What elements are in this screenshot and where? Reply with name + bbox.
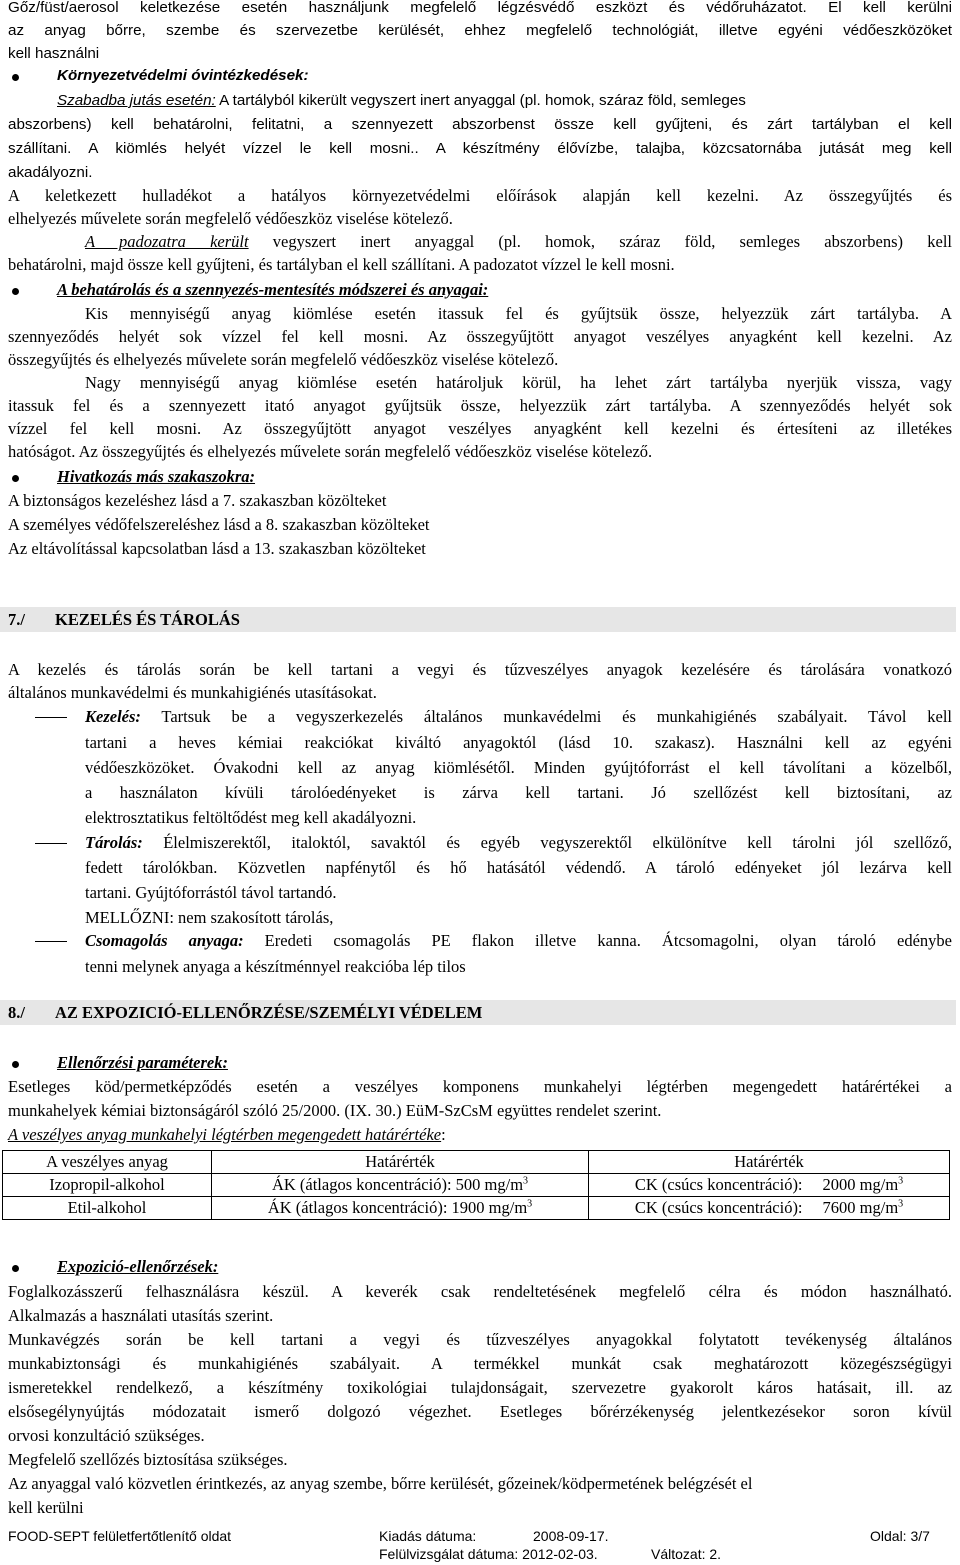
text-line: A biztonságos kezeléshez lásd a 7. szakaszban közölteket (8, 491, 387, 510)
control-parameters-heading: Ellenőrzési paraméterek: (57, 1053, 228, 1072)
cell-text: 7600 mg/m (822, 1198, 899, 1217)
text-line (85, 833, 952, 853)
inline-label: Szabadba jutás esetén: (57, 92, 216, 109)
caption-colon: : (441, 1125, 446, 1144)
text-line: A személyes védőfelszereléshez lásd a 8. szakaszban közölteket (8, 515, 430, 534)
table-caption (8, 1125, 446, 1145)
text-line: A keletkezett hulladékot a hatályos környezetvédelmi előírások alapján kell kezelni. Az összegyűjtés és (8, 186, 952, 205)
text-line: Gőz/füst/aerosol keletkezése esetén használjunk megfelelő légzésvédő eszközt és védőruházatot. El kell kerülni (8, 0, 952, 16)
text-line: hatóságot. Az összegyűjtés és elhelyezés művelete során megfelelő védőeszköz viselése kötelező. (8, 442, 653, 461)
containment-heading: A behatárolás és a szennyezés-mentesítés módszerei és anyagai: (57, 280, 489, 299)
dash-icon (35, 941, 67, 942)
table-header: A veszélyes anyag (3, 1151, 212, 1174)
text-line: elhelyezés művelete során megfelelő védőeszköz viselése kötelező. (8, 209, 453, 228)
section-title: AZ EXPOZICIÓ-ELLENŐRZÉSE/SZEMÉLYI VÉDELEM (55, 1003, 483, 1022)
text-line: fedett tárolókban. Közvetlen napfénytől és hő hatásától védendő. A tároló edényeket jól lezárva kell (85, 858, 952, 877)
table-cell (589, 1197, 950, 1220)
text-line: ismeretekkel rendelkező, a készítmény toxikológiai tulajdonságait, szervezetre gyakorolt káros hatásait, ill. az (8, 1378, 952, 1397)
text-line (57, 91, 746, 111)
table-header-row (3, 1151, 950, 1174)
text-line: Megfelelő szellőzés biztosítása szükséges. (8, 1450, 288, 1469)
references-heading: Hivatkozás más szakaszokra: (57, 467, 256, 486)
table-cell: Izopropil-alkohol (3, 1174, 212, 1197)
exposure-controls-heading: Expozició-ellenőrzések: (57, 1257, 219, 1276)
cell-text: ÁK (átlagos koncentráció): 500 mg/m (271, 1175, 524, 1194)
text-line: védőeszközöket. Óvakodni kell az anyag kiömlésétől. Minden gyújtóforrást el kell távolítani a közelből, (85, 758, 952, 777)
table-row (3, 1174, 950, 1197)
footer-version: Változat: 2. (651, 1546, 722, 1562)
text-line: az anyag bőrre, szembe és szervezetbe kerülését, ehhez megfelelő technológiát, illetve egyéni védőeszközöket (8, 22, 952, 39)
footer-product: FOOD-SEPT felületfertőtlenítő oldat (8, 1528, 232, 1544)
section-title: KEZELÉS ÉS TÁROLÁS (55, 610, 240, 629)
cell-text: ÁK (átlagos koncentráció): 1900 mg/m (267, 1198, 528, 1217)
text-line: Az anyaggal való közvetlen érintkezés, az anyag szembe, bőrre kerülését, gőzeinek/ködpermetének belégzését el (8, 1474, 753, 1493)
cell-text: CK (csúcs koncentráció): (634, 1175, 803, 1194)
text-line: tartani. Gyújtóforrástól távol tartandó. (85, 883, 337, 902)
text-line: MELLŐZNI: nem szakosított tárolás, (85, 908, 334, 927)
text-line: akadályozni. (8, 164, 93, 181)
text-line: tartani a heves kémiai reakciókat kiváltó anyagoktól (lásd 10. szakasz). Használni kell az egyéni (85, 733, 952, 752)
inline-text: Tartsuk be a vegyszerkezelés általános munkavédelmi és munkahigiénés szabályait. Távol kell (140, 707, 952, 726)
env-precautions-heading: Környezetvédelmi óvintézkedések: (57, 67, 309, 84)
text-line: szennyeződés helyét sok vízzel fel kell mosni. Az összegyűjtött anyagot veszélyes anyagként kell kezelni. Az (8, 327, 952, 346)
table-header: Határérték (212, 1151, 589, 1174)
bullet-icon (12, 475, 19, 482)
footer-issue-date: 2008-09-17. (533, 1528, 609, 1544)
dash-icon (35, 717, 67, 718)
text-line: Alkalmazás a használati utasítás szerint. (8, 1306, 274, 1325)
inline-text: A tartályból kikerült vegyszert inert anyaggal (pl. homok, száraz föld, semleges (215, 92, 746, 109)
dash-icon (35, 843, 67, 844)
text-line: orvosi konzultáció szükséges. (8, 1426, 205, 1445)
inline-label: A padozatra került (85, 232, 249, 251)
text-line: behatárolni, majd össze kell gyűjteni, és tartályban el kell szállítani. A padozatot vízzel le kell mosni. (8, 255, 675, 274)
text-line: kell kerülni (8, 1498, 84, 1517)
unit-exponent: 3 (898, 1198, 904, 1210)
text-line: abszorbens) kell behatárolni, felitatni, a szennyezett abszorbenst össze kell gyűjteni, és zárt tartályban el kell (8, 116, 952, 133)
inline-label: Kezelés: (85, 707, 141, 726)
text-line: kell használni (8, 45, 100, 62)
text-line: itassuk fel és a szennyezett itató anyagot gyűjtsük össze, helyezzük zárt tartályba. A szennyeződés helyét sok (8, 396, 952, 415)
section-number: 7./ (8, 610, 25, 629)
text-line: Az eltávolítással kapcsolatban lásd a 13. szakaszban közölteket (8, 539, 426, 558)
cell-text: CK (csúcs koncentráció): (634, 1198, 803, 1217)
bullet-icon (12, 1061, 19, 1068)
table-row (3, 1197, 950, 1220)
cell-text: 2000 mg/m (822, 1175, 899, 1194)
text-line (85, 232, 952, 252)
text-line: összegyűjtés és elhelyezés művelete során megfelelő védőeszköz viselése kötelező. (8, 350, 559, 369)
footer-page-number: Oldal: 3/7 (870, 1528, 930, 1544)
table-cell: Etil-alkohol (3, 1197, 212, 1220)
inline-text: Eredeti csomagolás PE flakon illetve kanna. Átcsomagolni, olyan tároló edénybe (243, 931, 952, 950)
footer-review-date: Felülvizsgálat dátuma: 2012-02-03. (379, 1546, 598, 1562)
text-line: Munkavégzés során be kell tartani a vegyi és tűzveszélyes anyagokkal folytatott tevékenység általános (8, 1330, 952, 1349)
unit-exponent: 3 (898, 1175, 904, 1187)
bullet-icon (12, 74, 19, 81)
footer-issue-label: Kiadás dátuma: (379, 1528, 477, 1544)
text-line: a használaton kívüli tárolóedényeket is zárva kell tartani. Jó szellőzést kell biztosítani, az (85, 783, 952, 802)
section-7-heading (0, 607, 956, 632)
table-cell (212, 1197, 589, 1220)
text-line (85, 931, 952, 951)
text-line: tenni melynek anyaga a készítménnyel reakcióba lép tilos (85, 957, 466, 976)
text-line: munkahelyek kémiai biztonságáról szóló 25/2000. (IX. 30.) EüM-SzCsM együttes rendelet szerint. (8, 1101, 662, 1120)
text-line: A kezelés és tárolás során be kell tartani a vegyi és tűzveszélyes anyagok kezelésére és tárolására vonatkozó (8, 660, 952, 679)
text-line: Foglalkozásszerű felhasználásra készül. A keverék csak rendeltetésének megfelelő célra és módon használható. (8, 1282, 952, 1301)
text-line: Nagy mennyiségű anyag kiömlése esetén határoljuk körül, ha lehet zárt tartályba nyerjük vissza, vagy (85, 373, 952, 392)
text-line: elsősegélynyújtás módozatait ismerő dolgozó végezhet. Esetleges bőrérzékenység jelentkezésekor soron kívül (8, 1402, 952, 1421)
bullet-icon (12, 1265, 19, 1272)
inline-text: vegyszert inert anyaggal (pl. homok, száraz föld, semleges abszorbens) kell (248, 232, 952, 251)
table-header: Határérték (589, 1151, 950, 1174)
caption-text: A veszélyes anyag munkahelyi légtérben megengedett határértéke (8, 1125, 442, 1144)
text-line: Esetleges köd/permetképződés esetén a veszélyes komponens munkahelyi légtérben megengedett határértékei a (8, 1077, 952, 1096)
text-line (85, 707, 952, 727)
text-line: vízzel fel kell mosni. Az összegyűjtött anyagot veszélyes anyagként kell kezelni és értesíteni az illetékes (8, 419, 952, 438)
exposure-limits-table (2, 1150, 950, 1220)
inline-label: Csomagolás anyaga: (85, 931, 244, 950)
section-number: 8./ (8, 1003, 25, 1022)
inline-text: Élelmiszerektől, italoktól, savaktól és egyéb vegyszerektől elkülönítve kell tárolni jól szellőző, (142, 833, 952, 852)
unit-exponent: 3 (523, 1175, 529, 1187)
table-cell (589, 1174, 950, 1197)
text-line: szállítani. A kiömlés helyét vízzel le kell mosni.. A készítmény élővízbe, talajba, közcsatornába jutását meg kell (8, 140, 952, 157)
section-8-heading (0, 1000, 956, 1025)
unit-exponent: 3 (527, 1198, 533, 1210)
text-line: munkabiztonsági és munkahigiénés szabályait. A termékkel munkát csak meghatározott közegészségügyi (8, 1354, 952, 1373)
text-line: Kis mennyiségű anyag kiömlése esetén itassuk fel és gyűjtsük össze, helyezzük zárt tartályba. A (85, 304, 952, 323)
text-line: általános munkavédelmi és munkahigiénés utasításokat. (8, 683, 377, 702)
inline-label: Tárolás: (85, 833, 143, 852)
text-line: elektrosztatikus feltöltődést meg kell akadályozni. (85, 808, 417, 827)
bullet-icon (12, 288, 19, 295)
table-cell (212, 1174, 589, 1197)
